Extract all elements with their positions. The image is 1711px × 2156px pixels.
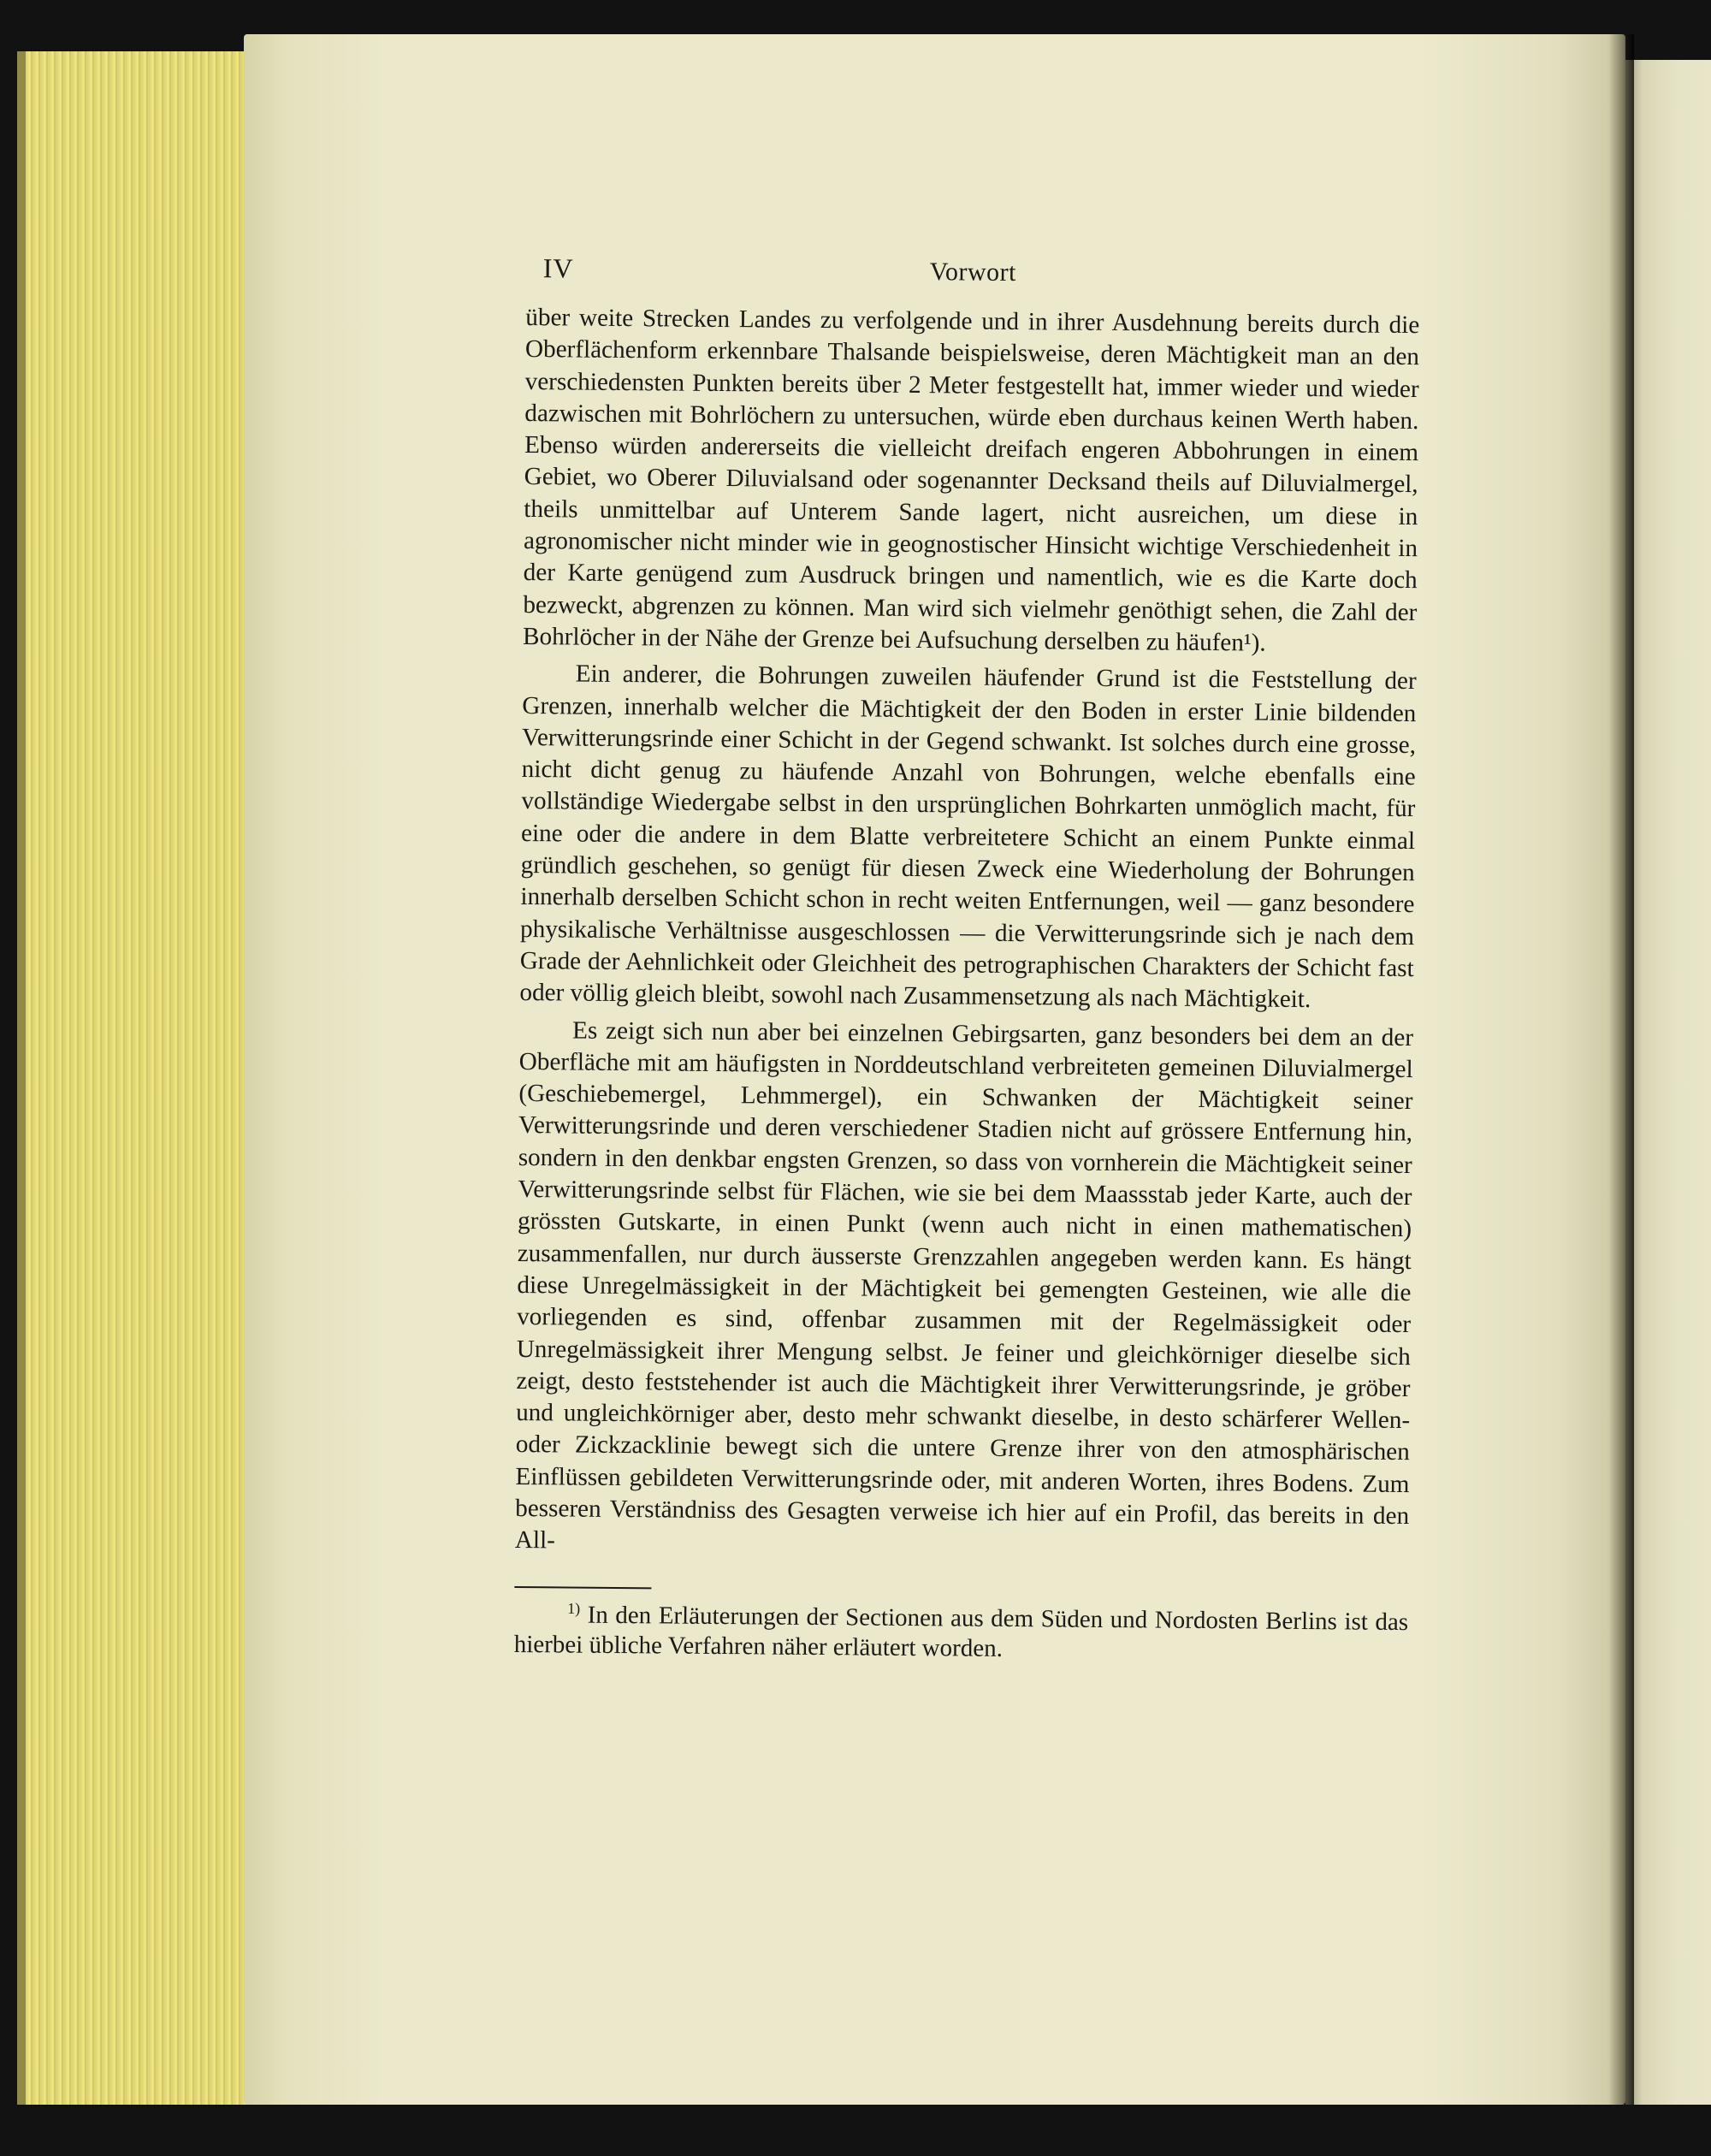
facing-page <box>1625 60 1711 2105</box>
book-gutter <box>1608 34 1634 2105</box>
paragraph-1: über weite Strecken Landes zu verfolgende und in ihrer Ausdehnung bereits durch die Oberflächenform erkennbare Thalsande beispielsweise, deren Mächtigkeit man an den verschiedensten Punkten bereits über 2 Meter festgestellt hat, immer wieder und wieder dazwischen mit Bohrlöchern zu untersuchen, würde eben durchaus keinen Werth haben. Ebenso würden andererseits die vielleicht dreifach engeren Abbohrungen in einem Gebiet, wo Oberer Diluvialsand oder sogenannter Decksand theils auf Diluvialmergel, theils unmittelbar auf Unterem Sande lagert, nicht ausreichen, um diese in agronomischer nicht minder wie in geognostischer Hinsicht wichtige Verschiedenheit in der Karte genügend zum Ausdruck bringen und namentlich, wie es die Karte doch bezweckt, abgrenzen zu können. Man wird sich vielmehr genöthigt sehen, die Zahl der Bohrlöcher in der Nähe der Grenze bei Aufsuchung derselben zu häufen¹). <box>522 303 1420 657</box>
paragraph-2: Ein anderer, die Bohrungen zuweilen häufender Grund ist die Feststellung der Grenzen, innerhalb welcher die Mächtigkeit der den Boden in erster Linie bildenden Verwitterungsrinde einer Schicht in der Gegend schwankt. Ist solches durch eine grosse, nicht dicht genug zu häufende Anzahl von Bohrungen, welche ebenfalls eine vollständige Wiedergabe selbst in den ursprünglichen Bohrkarten unmöglich macht, für eine oder die andere in dem Blatte verbreitetere Schicht an einem Punkte einmal gründlich geschehen, so genügt für diesen Zweck eine Wiederholung der Bohrungen innerhalb derselben Schicht schon in recht weiten Entfernungen, weil — ganz besondere physikalische Verhältnisse ausgeschlossen — die Verwitterungsrinde sich je nach dem Grade der Aehnlichkeit oder Gleichheit des petrographischen Charakters der Schicht fast oder völlig gleich bleibt, sowohl nach Zusammensetzung als nach Mächtigkeit. <box>519 660 1417 1014</box>
page-header <box>525 252 1419 310</box>
footnote-rule <box>514 1586 651 1589</box>
page-text-block <box>514 252 1420 1667</box>
page-number: IV <box>542 252 574 284</box>
running-title: Vorwort <box>929 258 1017 287</box>
footnote <box>514 1600 1409 1667</box>
footnote-marker: 1) <box>567 1599 581 1617</box>
footnote-text: In den Erläuterungen der Sectionen aus dem Süden und Nordosten Berlins ist das hierbei übliche Verfahren näher erläutert worden. <box>513 1601 1409 1662</box>
book-page-edges <box>17 51 265 2105</box>
paragraph-3: Es zeigt sich nun aber bei einzelnen Gebirgsarten, ganz besonders bei dem an der Oberfläche mit am häufigsten in Norddeutschland verbreiteten gemeinen Diluvialmergel (Geschiebemergel, Lehmmergel), ein Schwanken der Mächtigkeit seiner Verwitterungsrinde und deren verschiedener Stadien nicht auf grössere Entfernung hin, sondern in den denkbar engsten Grenzen, so dass von vornherein die Mächtigkeit seiner Verwitterungsrinde selbst für Flächen, wie sie bei dem Maassstab jeder Karte, auch der grössten Gutskarte, in einen Punkt (wenn auch nicht in einen mathematischen) zusammenfallen, nur durch äusserste Grenzzahlen angegeben werden kann. Es hängt diese Unregelmässigkeit in der Mächtigkeit bei gemengten Gesteinen, wie alle die vorliegenden es sind, offenbar zusammen mit der Regelmässigkeit oder Unregelmässigkeit ihrer Mengung selbst. Je feiner und gleichkörniger dieselbe sich zeigt, desto feststehender ist auch die Mächtigkeit ihrer Verwitterungsrinde, je gröber und ungleichkörniger aber, desto mehr schwankt dieselbe, in desto schärferer Wellen- oder Zickzacklinie bewegt sich die untere Grenze ihrer von den atmosphärischen Einflüssen gebildeten Verwitterungsrinde oder, mit anderen Worten, ihres Bodens. Zum besseren Verständniss des Gesagten verweise ich hier auf ein Profil, das bereits in den All- <box>514 1016 1414 1555</box>
